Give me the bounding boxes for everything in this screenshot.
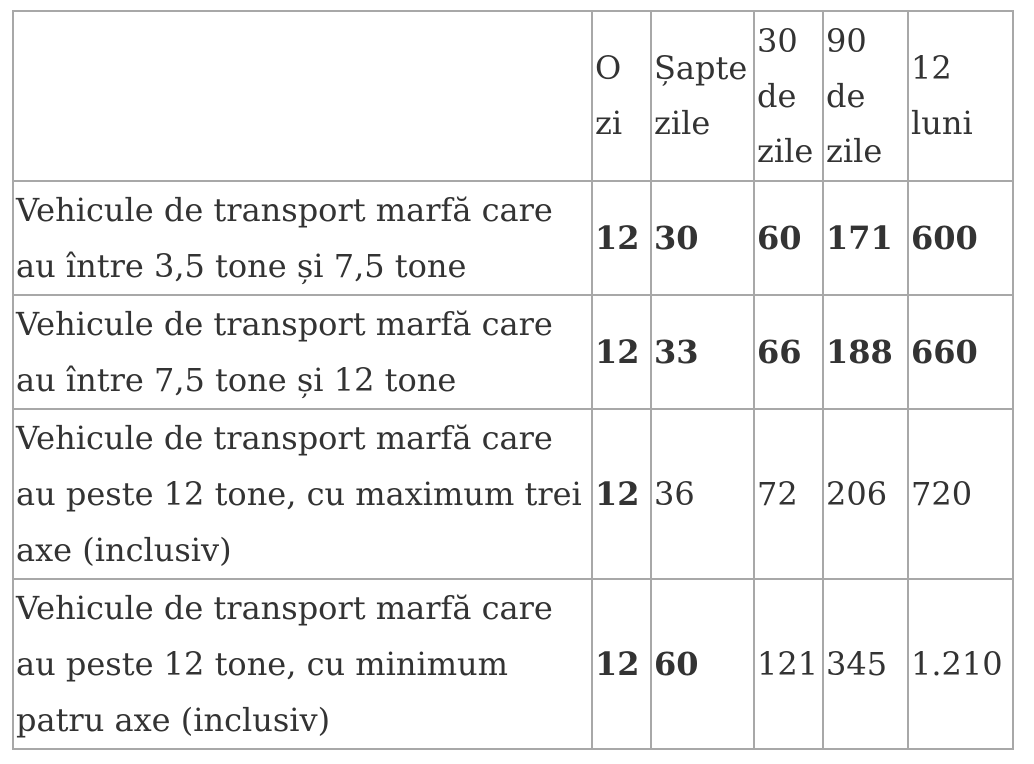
- value-cell: 12: [592, 295, 651, 409]
- header-cell-90-days: 90 de zile: [823, 11, 908, 181]
- table-row: [13, 409, 1013, 579]
- value-cell: 121: [754, 579, 823, 749]
- value-cell: 60: [754, 181, 823, 295]
- table-row: [13, 295, 1013, 409]
- value-cell: 12: [592, 409, 651, 579]
- value-cell: 345: [823, 579, 908, 749]
- value-cell: 660: [908, 295, 1013, 409]
- row-label: Vehicule de transport marfă care au peste 12 tone, cu maximum trei axe (inclusiv): [13, 409, 592, 579]
- row-label: Vehicule de transport marfă care au peste 12 tone, cu minimum patru axe (inclusiv): [13, 579, 592, 749]
- table-row: [13, 579, 1013, 749]
- value-cell: 33: [651, 295, 754, 409]
- value-cell: 188: [823, 295, 908, 409]
- price-table: [12, 10, 1014, 750]
- value-cell: 1.210: [908, 579, 1013, 749]
- header-cell-empty: [13, 11, 592, 181]
- value-cell: 12: [592, 579, 651, 749]
- table-row: [13, 181, 1013, 295]
- row-label: Vehicule de transport marfă care au între 7,5 tone și 12 tone: [13, 295, 592, 409]
- header-cell-30-days: 30 de zile: [754, 11, 823, 181]
- header-cell-one-day: O zi: [592, 11, 651, 181]
- value-cell: 720: [908, 409, 1013, 579]
- value-cell: 60: [651, 579, 754, 749]
- table-header-row: [13, 11, 1013, 181]
- value-cell: 600: [908, 181, 1013, 295]
- value-cell: 30: [651, 181, 754, 295]
- header-cell-12-months: 12 luni: [908, 11, 1013, 181]
- value-cell: 12: [592, 181, 651, 295]
- row-label: Vehicule de transport marfă care au între 3,5 tone și 7,5 tone: [13, 181, 592, 295]
- value-cell: 66: [754, 295, 823, 409]
- value-cell: 206: [823, 409, 908, 579]
- value-cell: 72: [754, 409, 823, 579]
- header-cell-seven-days: Șapte zile: [651, 11, 754, 181]
- value-cell: 36: [651, 409, 754, 579]
- value-cell: 171: [823, 181, 908, 295]
